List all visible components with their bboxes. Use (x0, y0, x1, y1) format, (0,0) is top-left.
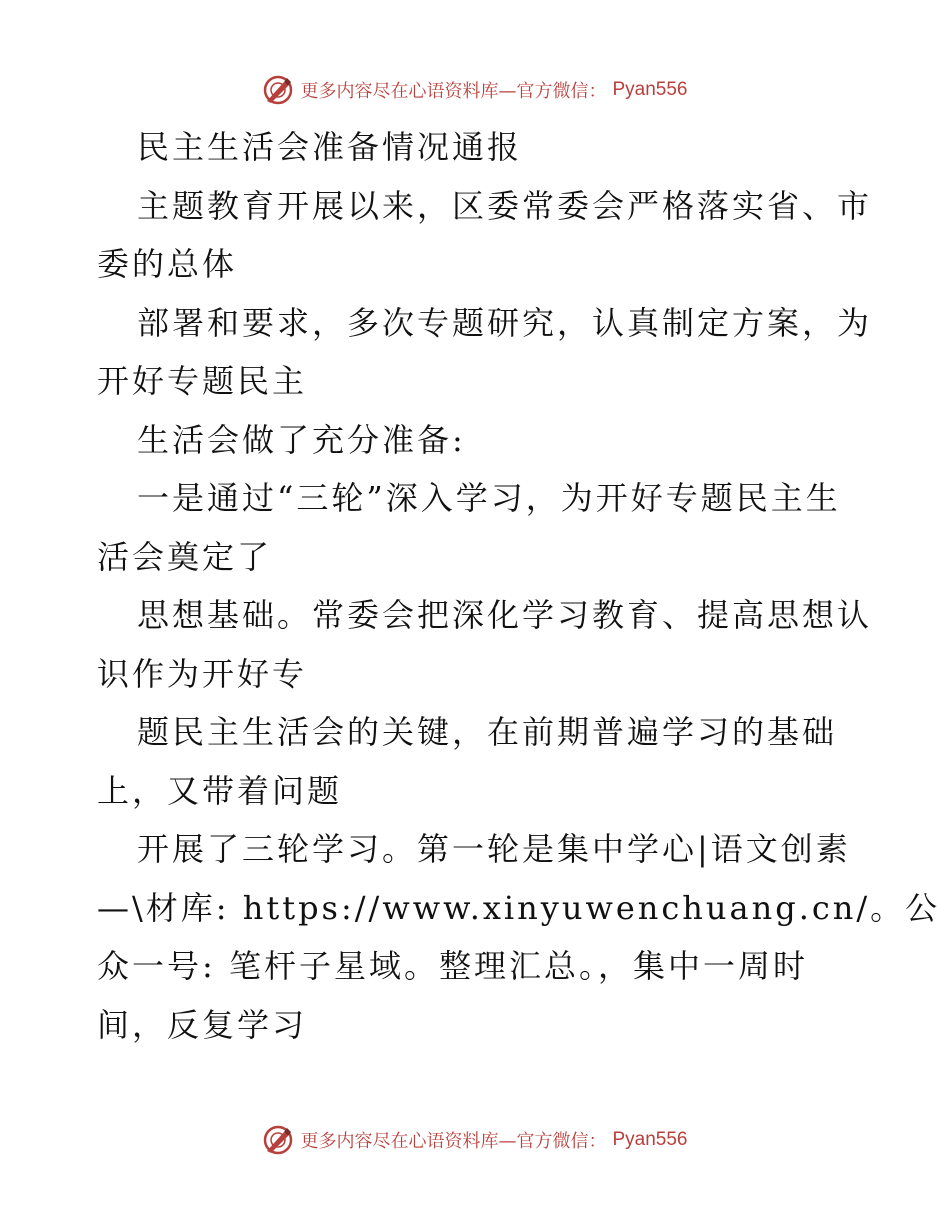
banner-handle: Pyan556 (612, 1129, 688, 1150)
pen-circle-logo-icon (262, 1124, 294, 1156)
banner-text: 更多内容尽在心语资料库—官方微信： (300, 1131, 607, 1152)
header-banner (0, 70, 950, 110)
paragraph-line: 部署和要求，多次专题研究，认真制定方案，为 (137, 303, 873, 342)
paragraph-line: 主题教育开展以来，区委常委会严格落实省、市 (137, 186, 873, 225)
paragraph-line: 众一号: 笔杆子星域。整理汇总。，集中一周时 (97, 947, 808, 985)
paragraph-line: 上，又带着问题 (97, 771, 343, 810)
paragraph-line: 一是通过“三轮”深入学习，为开好专题民主生 (137, 479, 841, 517)
banner-handle: Pyan556 (612, 79, 688, 100)
paragraph-line: 委的总体 (97, 245, 238, 283)
paragraph-line: 开好专题民主 (97, 362, 308, 400)
document-title: 民主生活会准备情况通报 (137, 128, 523, 166)
document-body (97, 118, 941, 1054)
paragraph-line: 识作为开好专 (97, 654, 308, 693)
paragraph-line: 题民主生活会的关键，在前期普遍学习的基础 (137, 713, 838, 751)
paragraph-line: —\材库: https://www.xinyuwenchuang.cn/。公 (97, 888, 941, 927)
paragraph-line: 生活会做了充分准备: (137, 420, 466, 459)
pen-circle-logo-icon (262, 74, 294, 106)
paragraph-line: 思想基础。常委会把深化学习教育、提高思想认 (137, 596, 873, 634)
footer-banner (0, 1120, 950, 1160)
banner-text: 更多内容尽在心语资料库—官方微信： (300, 81, 607, 102)
paragraph-line: 开展了三轮学习。第一轮是集中学心|语文创素 (137, 830, 851, 868)
paragraph-line: 活会奠定了 (97, 537, 273, 576)
paragraph-line: 间，反复学习 (97, 1005, 308, 1044)
